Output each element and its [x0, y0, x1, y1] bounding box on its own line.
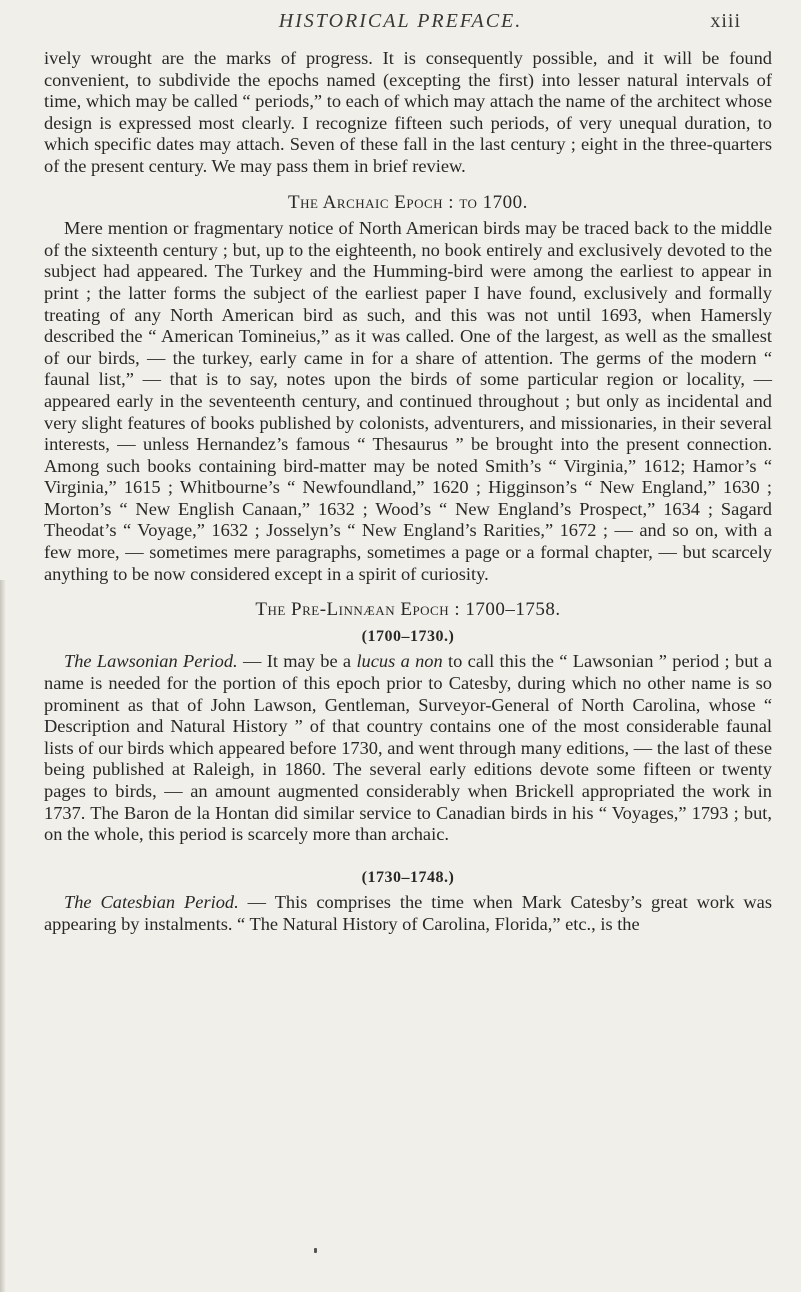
lawsonian-text-a: — It may be a [237, 651, 357, 672]
section-gap [44, 846, 772, 863]
page-number: xiii [710, 10, 741, 32]
paragraph-archaic: Mere mention or fragmentary notice of North American birds may be traced back to the middle of the sixteenth century ; but, up to the eighteenth, no book entirely and exclusively devoted to the subject had appeared. The Turkey and the Humming-bird were among the earliest to appear in print ; the latter forms the subject of the earliest paper I have found, exclusively and formally treating of any North American bird as such, and this was not until 1693, when Hamersly described the “ American Tomineius,” as it was called. One of the largest, as well as the smallest of our birds, — the turkey, early came in for a share of attention. The germs of the modern “ faunal list,” — that is to say, notes upon the birds of some particular region or locality, — appeared early in the seventeenth century, and continued throughout ; but only as incidental and very slight features of books published by colonists, adventurers, and missionaries, in their several interests, — unless Hernandez’s famous “ Thesaurus ” be brought into the present connection. Among such books containing bird-matter may be noted Smith’s “ Virginia,” 1612; Hamor’s “ Virginia,” 1615 ; Whitbourne’s “ Newfoundland,” 1620 ; Higginson’s “ New England,” 1630 ; Morton’s “ New English Canaan,” 1632 ; Wood’s “ New England’s Prospect,” 1634 ; Sagard Theodat’s “ Voyage,” 1632 ; Josselyn’s “ New England’s Rarities,” 1672 ; — and so on, with a few more, — sometimes mere paragraphs, sometimes a page or a formal chapter, — but scarcely anything to be now considered except in a spirit of curiosity. [44, 218, 772, 584]
period-dates-catesbian: (1730–1748.) [361, 868, 455, 886]
lawsonian-text-b: to call this the “ Lawsonian ” period ; but a name is needed for the portion of this epoch prior to Catesby, during which no other name is so prominent as that of John Lawson, Gentleman, Surveyor-General of North Carolina, whose “ Description and Natural History ” of that country contains one of the most considerable faunal lists of our birds which appeared before 1730, and went through many editions, — the last of these being published at Raleigh, in 1860. The several early editions devote some fifteen or twenty pages to birds, — an amount augmented considerably when Brickell appropriated the work in 1737. The Baron de la Hontan did similar service to Canadian birds in his “ Voyages,” 1793 ; but, on the whole, this period is scarcely more than archaic. [44, 651, 772, 845]
page-header [0, 10, 801, 40]
ink-fleck [314, 1248, 317, 1253]
paragraph-lawsonian [44, 651, 772, 845]
gutter-shadow [0, 580, 6, 1292]
period-title-lawsonian: The Lawsonian Period. [64, 651, 238, 672]
paragraph-intro: ively wrought are the marks of progress. It is consequently possible, and it will be found convenient, to subdivide the epochs named (excepting the first) into lesser natural intervals of time, which may be called “ periods,” to each of which may attach the name of the architect whose design is expressed most clearly. I recognize fifteen such periods, of very unequal duration, to which specific dates may attach. Seven of these fall in the last century ; eight in the three-quarters of the present century. We may pass them in brief review. [44, 48, 772, 176]
period-dates-lawsonian: (1700–1730.) [361, 627, 455, 645]
section-heading-archaic: The Archaic Epoch : to 1700. [288, 191, 528, 213]
running-head: HISTORICAL PREFACE. [278, 10, 523, 32]
section-heading-prelinnaean: The Pre-Linnæan Epoch : 1700–1758. [255, 599, 561, 621]
lawsonian-italic-phrase: lucus a non [356, 651, 443, 672]
period-title-catesbian: The Catesbian Period. [64, 892, 239, 913]
paragraph-catesbian [44, 892, 772, 935]
catesbian-text: — This comprises the time when Mark Catesby’s great work was appearing by instalments. “ The Natural History of Carolina, Florida,” etc., is the [44, 892, 772, 934]
body-text [44, 48, 772, 936]
